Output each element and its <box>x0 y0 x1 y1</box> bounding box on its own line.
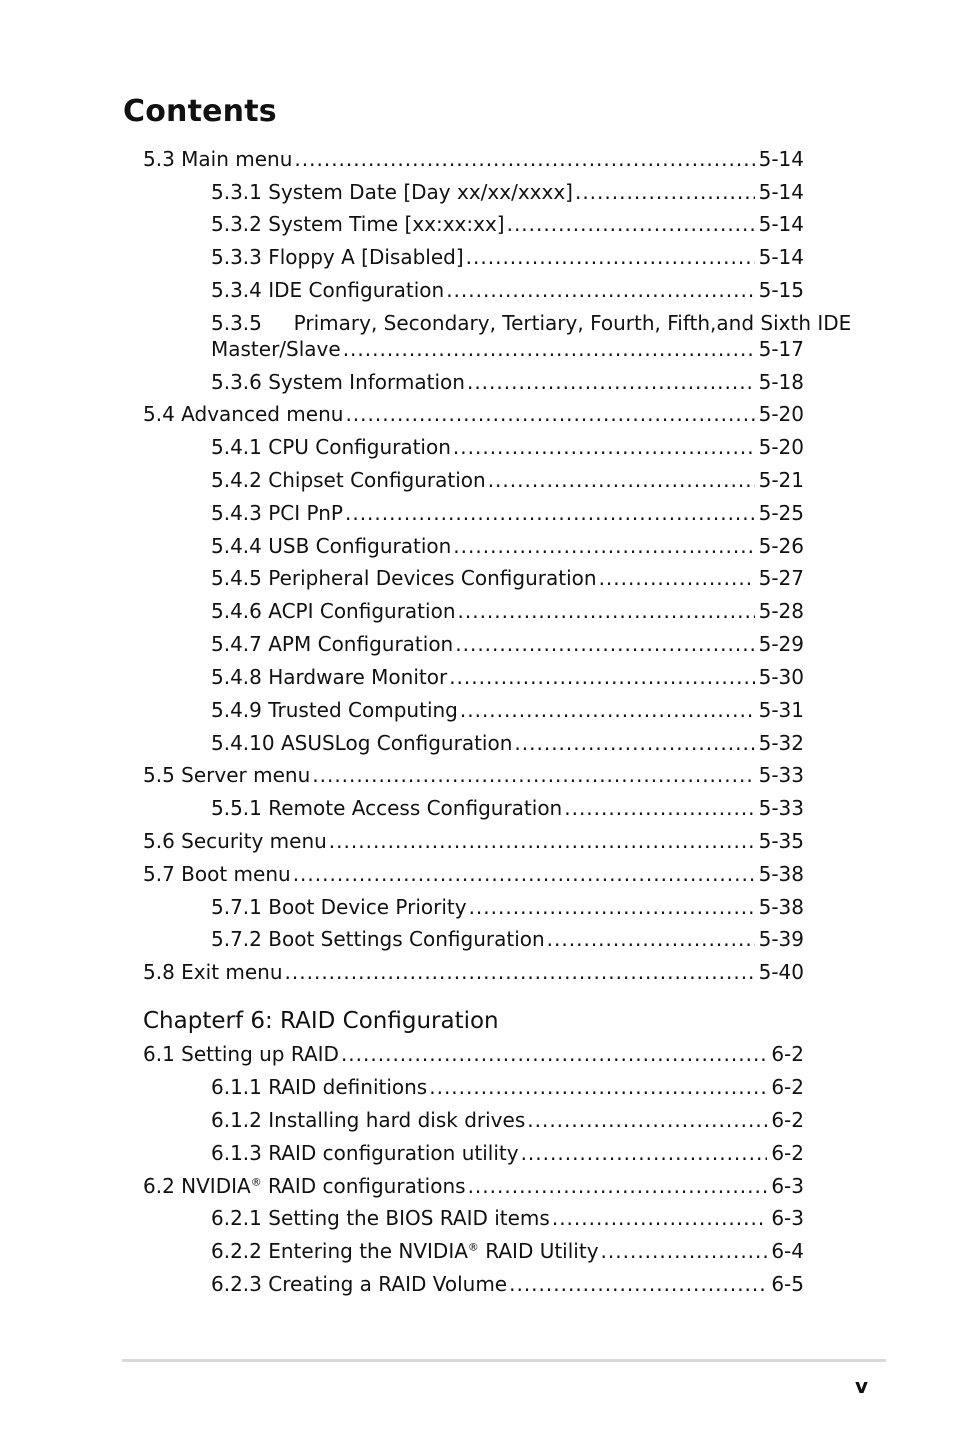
toc-entry-label: 5.7 Boot menu <box>143 862 291 886</box>
toc-entry[interactable] <box>211 369 804 395</box>
leader-dots <box>453 434 755 460</box>
leader-dots <box>527 1107 767 1133</box>
toc-entry-label: 5.7.1 Boot Device Priority <box>211 895 467 919</box>
leader-dots <box>429 1074 767 1100</box>
leader-dots <box>601 1238 768 1264</box>
toc-entry-page: 5-25 <box>758 501 804 525</box>
leader-dots <box>469 894 755 920</box>
toc-entry-label: 5.4.3 PCI PnP <box>211 501 343 525</box>
toc-entry[interactable] <box>211 211 804 237</box>
toc-entry-label: 5.5 Server menu <box>143 763 311 787</box>
toc-entry-page: 5-20 <box>758 435 804 459</box>
leader-dots <box>343 336 755 362</box>
toc-entry[interactable] <box>211 1238 804 1264</box>
toc-entry-page: 6-2 <box>771 1141 804 1165</box>
leader-dots <box>509 1271 767 1297</box>
leader-dots <box>552 1205 767 1231</box>
toc-entry[interactable] <box>211 1205 804 1231</box>
toc-entry-label: 6.1.1 RAID definitions <box>211 1075 428 1099</box>
toc-entry-page: 5-26 <box>758 534 804 558</box>
toc-entry-page: 5-14 <box>758 180 804 204</box>
toc-entry-page: 5-33 <box>758 796 804 820</box>
chapter-heading: Chapterf 6: RAID Configuration <box>143 1008 499 1034</box>
toc-entry[interactable] <box>143 762 804 788</box>
toc-entry-page: 5-32 <box>758 731 804 755</box>
toc-entry-label-line1: 5.3.5 Primary, Secondary, Tertiary, Fourth, Fifth,and Sixth IDE <box>211 311 852 335</box>
toc-entry-label: 5.3.3 Floppy A [Disabled] <box>211 245 464 269</box>
toc-entry[interactable] <box>211 598 804 624</box>
toc-entry[interactable] <box>211 277 804 303</box>
toc-entry[interactable] <box>143 828 804 854</box>
toc-entry-page: 6-3 <box>771 1174 804 1198</box>
toc-entry-label-pre: 6.2 NVIDIA <box>143 1174 251 1198</box>
toc-entry[interactable] <box>211 533 804 559</box>
toc-entry[interactable] <box>143 401 804 427</box>
leader-dots <box>521 1140 768 1166</box>
toc-entry[interactable] <box>211 179 804 205</box>
toc-entry-label-pre: 6.2.2 Entering the NVIDIA <box>211 1239 468 1263</box>
leader-dots <box>446 277 754 303</box>
toc-entry-page: 6-3 <box>771 1206 804 1230</box>
leader-dots <box>293 861 755 887</box>
leader-dots <box>599 565 755 591</box>
leader-dots <box>329 828 755 854</box>
toc-entry-page: 5-14 <box>758 212 804 236</box>
registered-mark: ® <box>250 1175 262 1189</box>
toc-entry-label: 5.4.10 ASUSLog Configuration <box>211 731 513 755</box>
footer-divider <box>122 1359 886 1362</box>
leader-dots <box>449 664 754 690</box>
toc-entry[interactable] <box>211 565 804 591</box>
toc-entry[interactable] <box>211 664 804 690</box>
leader-dots <box>341 1041 767 1067</box>
toc-entry[interactable] <box>211 1074 804 1100</box>
toc-entry[interactable] <box>143 146 804 172</box>
toc-entry-page: 5-20 <box>758 402 804 426</box>
toc-entry-label: 5.3 Main menu <box>143 147 293 171</box>
toc-entry[interactable] <box>143 1041 804 1067</box>
toc-entry-label: 5.4.1 CPU Configuration <box>211 435 451 459</box>
toc-entry-page: 5-21 <box>758 468 804 492</box>
toc-entry-page: 5-14 <box>758 245 804 269</box>
leader-dots <box>468 1173 768 1199</box>
toc-entry-label: 5.4.4 USB Configuration <box>211 534 452 558</box>
toc-entry[interactable] <box>211 336 804 362</box>
toc-entry-label: 5.8 Exit menu <box>143 960 283 984</box>
toc-entry-label: 6.2.3 Creating a RAID Volume <box>211 1272 508 1296</box>
toc-entry[interactable] <box>143 1173 804 1199</box>
toc-entry[interactable] <box>211 434 804 460</box>
toc-entry-label: 6.1 Setting up RAID <box>143 1042 339 1066</box>
leader-dots <box>455 631 754 657</box>
toc-entry-label-post: RAID Utility <box>478 1239 599 1263</box>
toc-entry-page: 5-39 <box>758 927 804 951</box>
toc-entry[interactable] <box>143 959 804 985</box>
toc-entry-label: 5.7.2 Boot Settings Configuration <box>211 927 545 951</box>
toc-entry-page: 6-2 <box>771 1108 804 1132</box>
toc-entry[interactable] <box>211 795 804 821</box>
toc-entry[interactable] <box>211 926 804 952</box>
leader-dots <box>466 244 755 270</box>
leader-dots <box>514 730 754 756</box>
toc-entry-label: 6.1.2 Installing hard disk drives <box>211 1108 526 1132</box>
leader-dots <box>460 697 755 723</box>
leader-dots <box>564 795 754 821</box>
toc-entry[interactable] <box>211 500 804 526</box>
page-number: v <box>855 1374 869 1398</box>
toc-entry[interactable] <box>211 1140 804 1166</box>
toc-entry[interactable] <box>211 894 804 920</box>
registered-mark: ® <box>467 1240 479 1254</box>
leader-dots <box>345 500 755 526</box>
toc-entry-label: Master/Slave <box>211 337 341 361</box>
toc-entry-label: 5.3.4 IDE Configuration <box>211 278 445 302</box>
toc-entry-page: 6-5 <box>771 1272 804 1296</box>
leader-dots <box>345 401 754 427</box>
toc-entry-page: 5-40 <box>758 960 804 984</box>
toc-entry-page: 5-33 <box>758 763 804 787</box>
toc-entry-page: 5-18 <box>758 370 804 394</box>
leader-dots <box>312 762 754 788</box>
toc-entry-page: 6-2 <box>771 1075 804 1099</box>
toc-entry[interactable] <box>211 631 804 657</box>
toc-entry[interactable] <box>211 730 804 756</box>
leader-dots <box>467 369 755 395</box>
leader-dots <box>575 179 755 205</box>
toc-entry-label <box>143 1173 466 1199</box>
toc-entry[interactable] <box>211 697 804 723</box>
toc-entry-page: 5-31 <box>758 698 804 722</box>
toc-entry-label-post: RAID configurations <box>261 1174 466 1198</box>
leader-dots <box>507 211 755 237</box>
toc-entry-label: 5.4.5 Peripheral Devices Configuration <box>211 566 597 590</box>
toc-entry-page: 5-27 <box>758 566 804 590</box>
toc-entry-page: 5-38 <box>758 895 804 919</box>
toc-entry[interactable] <box>211 467 804 493</box>
toc-entry-page: 5-14 <box>758 147 804 171</box>
toc-entry-label: 5.6 Security menu <box>143 829 327 853</box>
toc-entry-label: 5.3.1 System Date [Day xx/xx/xxxx] <box>211 180 573 204</box>
leader-dots <box>285 959 755 985</box>
toc-entry-label <box>211 1238 599 1264</box>
leader-dots <box>458 598 755 624</box>
toc-entry[interactable] <box>211 1271 804 1297</box>
toc-entry-label: 5.4.2 Chipset Configuration <box>211 468 486 492</box>
toc-entry-page: 5-15 <box>758 278 804 302</box>
toc-entry-label: 5.4 Advanced menu <box>143 402 344 426</box>
toc-entry-label: 5.4.8 Hardware Monitor <box>211 665 448 689</box>
toc-entry-page: 5-28 <box>758 599 804 623</box>
toc-entry-page: 6-2 <box>771 1042 804 1066</box>
toc-entry-label: 5.4.9 Trusted Computing <box>211 698 458 722</box>
page-title: Contents <box>123 94 277 129</box>
toc-entry[interactable] <box>211 244 804 270</box>
toc-entry-page: 5-29 <box>758 632 804 656</box>
leader-dots <box>547 926 755 952</box>
toc-entry-page: 5-35 <box>758 829 804 853</box>
toc-entry-label: 5.4.6 ACPI Configuration <box>211 599 456 623</box>
toc-entry-page: 5-38 <box>758 862 804 886</box>
leader-dots <box>453 533 754 559</box>
toc-entry-label: 6.1.3 RAID configuration utility <box>211 1141 519 1165</box>
leader-dots <box>488 467 755 493</box>
toc-entry-label: 5.3.6 System Information <box>211 370 465 394</box>
toc-entry-label: 6.2.1 Setting the BIOS RAID items <box>211 1206 550 1230</box>
toc-entry[interactable] <box>143 861 804 887</box>
toc-entry-label: 5.5.1 Remote Access Configuration <box>211 796 563 820</box>
toc-entry-page: 5-30 <box>758 665 804 689</box>
toc-entry-page: 5-17 <box>758 337 804 361</box>
leader-dots <box>294 146 754 172</box>
toc-entry[interactable] <box>211 1107 804 1133</box>
toc-entry-label: 5.4.7 APM Configuration <box>211 632 454 656</box>
toc-entry-page: 6-4 <box>771 1239 804 1263</box>
toc-entry-label: 5.3.2 System Time [xx:xx:xx] <box>211 212 505 236</box>
